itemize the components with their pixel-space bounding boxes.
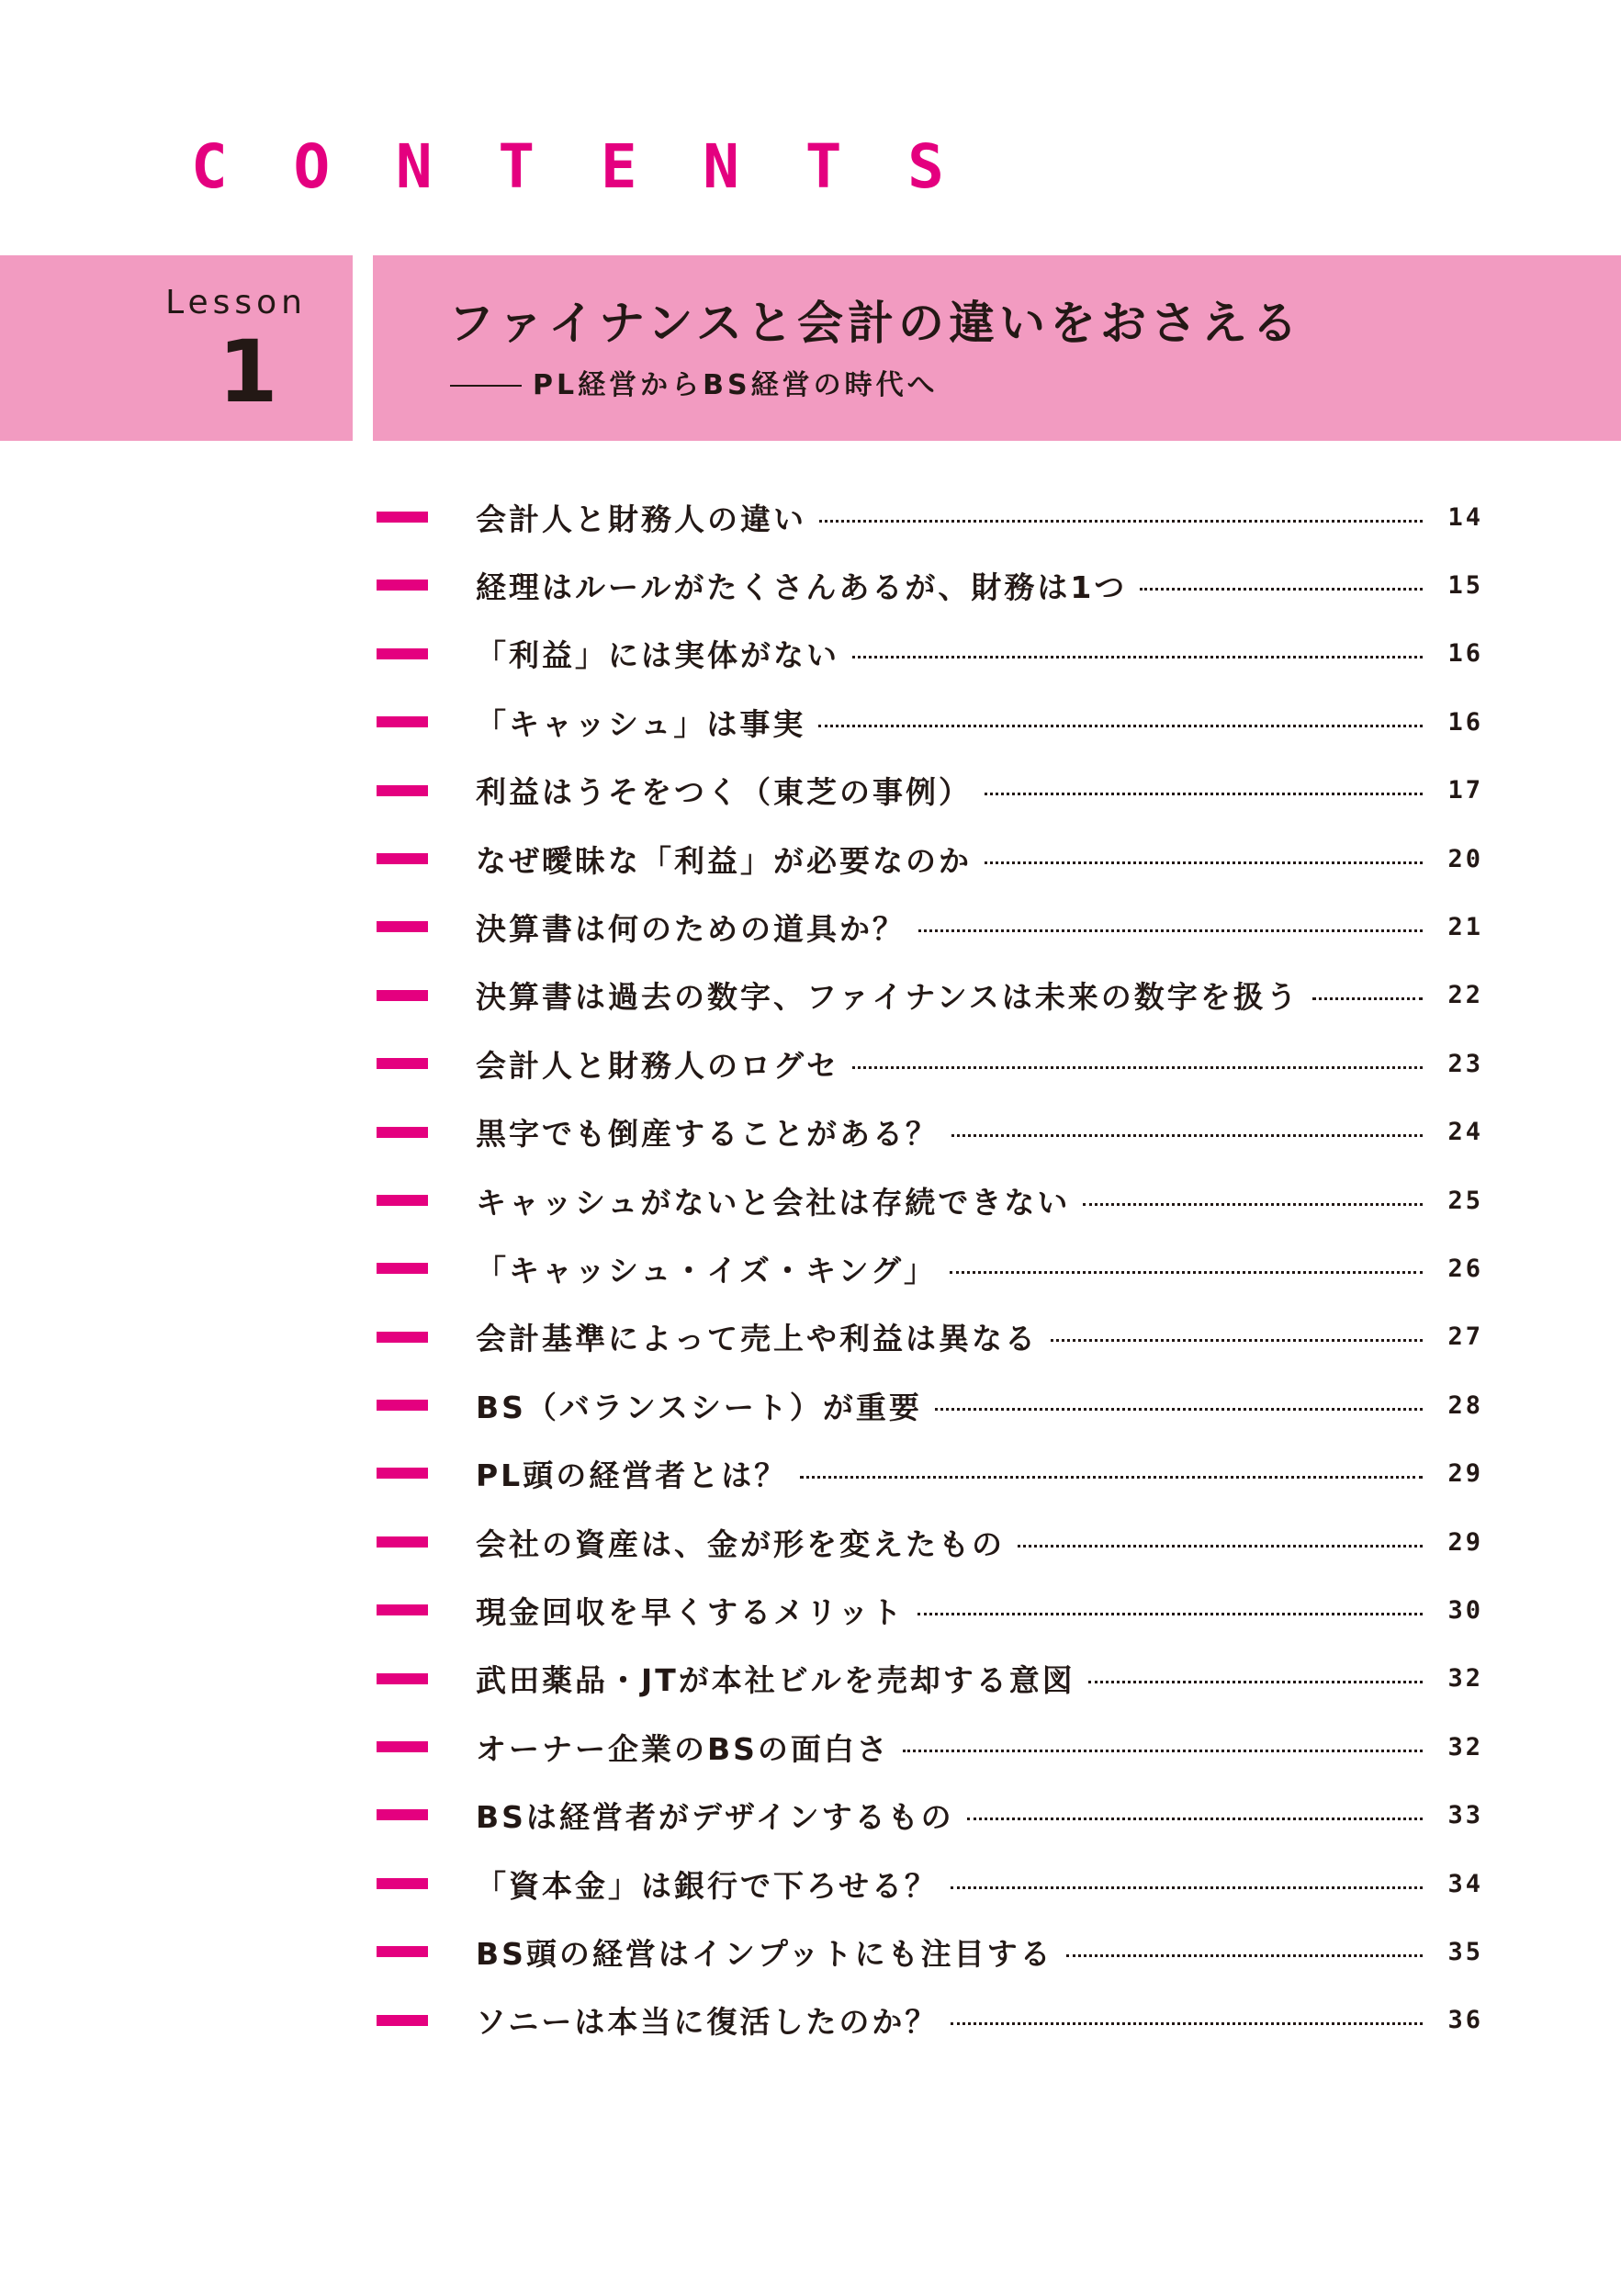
toc-dot-leader	[967, 1818, 1423, 1820]
toc-bullet-bar	[377, 716, 428, 727]
toc-entry-title: BSは経営者がデザインするもの	[476, 1799, 954, 1836]
toc-page-number: 16	[1447, 707, 1483, 737]
toc-entry-title: BS（バランスシート）が重要	[476, 1389, 922, 1425]
toc-entry[interactable]	[377, 1781, 1483, 1849]
toc-entry-title: PL頭の経営者とは？	[476, 1458, 788, 1494]
toc-entry[interactable]	[377, 1166, 1483, 1234]
toc-entry[interactable]	[377, 757, 1483, 825]
toc-page-number: 25	[1447, 1186, 1483, 1215]
toc-dot-leader	[852, 656, 1423, 658]
toc-entry-line	[476, 1918, 1483, 1986]
toc-bullet-bar	[377, 921, 428, 932]
toc-bullet-bar	[377, 1468, 428, 1479]
toc-bullet-bar	[377, 1741, 428, 1752]
toc-page-number: 24	[1447, 1118, 1483, 1147]
toc-entry-title: 決算書は何のための道具か？	[476, 911, 906, 948]
toc-entry[interactable]	[377, 1850, 1483, 1918]
toc-entry[interactable]	[377, 620, 1483, 688]
toc-page-number: 23	[1447, 1049, 1483, 1078]
toc-entry-title: 「利益」には実体がない	[476, 637, 839, 674]
toc-entry[interactable]	[377, 1030, 1483, 1097]
toc-page-number: 28	[1447, 1390, 1483, 1420]
toc-entry-title: 決算書は過去の数字、ファイナンスは未来の数字を扱う	[476, 979, 1300, 1016]
toc-entry[interactable]	[377, 688, 1483, 756]
lesson-label: Lesson	[165, 284, 307, 321]
toc-entry-line	[476, 1850, 1483, 1918]
toc-page-number: 15	[1447, 571, 1483, 601]
toc-entry[interactable]	[377, 1576, 1483, 1644]
toc-dot-leader	[917, 1613, 1423, 1615]
lesson-title: ファイナンスと会計の違いをおさえる	[448, 297, 1302, 350]
toc-entry[interactable]	[377, 551, 1483, 619]
toc-entry-line	[476, 1645, 1483, 1713]
toc-entry[interactable]	[377, 1303, 1483, 1371]
contents-heading-letter: O	[293, 131, 331, 202]
contents-heading-letter: S	[907, 131, 944, 202]
toc-bullet-bar	[377, 853, 428, 864]
toc-bullet-bar	[377, 1809, 428, 1820]
toc-bullet-bar	[377, 785, 428, 796]
lesson-subtitle-row	[450, 367, 939, 404]
toc-entry-line	[476, 757, 1483, 825]
lesson-number: 1	[218, 322, 278, 422]
toc-page-number: 16	[1447, 639, 1483, 669]
toc-entry-line	[476, 1303, 1483, 1371]
toc-bullet-bar	[377, 1058, 428, 1069]
toc-entry-title: 利益はうそをつく（東芝の事例）	[476, 774, 972, 811]
toc-dot-leader	[1088, 1681, 1423, 1683]
toc-dot-leader	[1066, 1954, 1423, 1957]
toc-entry-title: 武田薬品・JTが本社ビルを売却する意図	[476, 1662, 1075, 1699]
toc-entry-title: オーナー企業のBSの面白さ	[476, 1730, 890, 1767]
contents-heading-letter: C	[191, 131, 228, 202]
lesson-subtitle: PL経営からBS経営の時代へ	[533, 369, 939, 401]
toc-page-number: 33	[1447, 1801, 1483, 1830]
toc-page-number: 36	[1447, 2006, 1483, 2035]
toc-entry-title: 経理はルールがたくさんあるが、財務は1つ	[476, 569, 1128, 606]
toc-dot-leader	[819, 520, 1423, 523]
toc-entry[interactable]	[377, 962, 1483, 1030]
toc-page-number: 29	[1447, 1459, 1483, 1489]
toc-dot-leader	[951, 1886, 1423, 1889]
toc-page-number: 30	[1447, 1595, 1483, 1625]
toc-bullet-bar	[377, 1127, 428, 1138]
toc-bullet-bar	[377, 1332, 428, 1343]
toc-entry[interactable]	[377, 483, 1483, 551]
toc-entry[interactable]	[377, 1508, 1483, 1576]
subtitle-dash	[450, 385, 522, 387]
toc-entry[interactable]	[377, 1645, 1483, 1713]
toc-entry-line	[476, 1371, 1483, 1439]
toc-dot-leader	[903, 1750, 1423, 1752]
toc-page-number: 34	[1447, 1869, 1483, 1898]
toc-bullet-bar	[377, 1400, 428, 1411]
toc-bullet-bar	[377, 1263, 428, 1274]
toc-entry-line	[476, 1234, 1483, 1302]
toc-dot-leader	[951, 2022, 1423, 2025]
toc-dot-leader	[951, 1134, 1423, 1137]
table-of-contents	[377, 483, 1483, 2054]
lesson-number-box	[0, 255, 353, 441]
toc-bullet-bar	[377, 648, 428, 659]
toc-dot-leader	[800, 1476, 1423, 1479]
toc-bullet-bar	[377, 1195, 428, 1206]
contents-heading-letter: T	[498, 131, 535, 202]
toc-entry[interactable]	[377, 1918, 1483, 1986]
toc-page-number: 20	[1447, 844, 1483, 873]
toc-page-number: 21	[1447, 913, 1483, 942]
toc-bullet-bar	[377, 2015, 428, 2026]
toc-page-number: 29	[1447, 1527, 1483, 1557]
toc-page-number: 17	[1447, 776, 1483, 805]
toc-entry-title: なぜ曖昧な「利益」が必要なのか	[476, 842, 972, 879]
toc-bullet-bar	[377, 1536, 428, 1548]
toc-entry-title: 会計人と財務人の違い	[476, 501, 806, 537]
contents-heading-letter: T	[805, 131, 842, 202]
toc-page-number: 26	[1447, 1254, 1483, 1283]
toc-entry-line	[476, 962, 1483, 1030]
toc-bullet-bar	[377, 580, 428, 591]
toc-entry-line	[476, 688, 1483, 756]
toc-dot-leader	[935, 1408, 1423, 1411]
toc-entry-title: 会社の資産は、金が形を変えたもの	[476, 1525, 1005, 1562]
toc-page-number: 32	[1447, 1732, 1483, 1761]
toc-entry-title: BS頭の経営はインプットにも注目する	[476, 1935, 1053, 1972]
lesson-heading-band	[373, 255, 1621, 441]
toc-page-number: 35	[1447, 1937, 1483, 1966]
toc-entry-line	[476, 1508, 1483, 1576]
toc-bullet-bar	[377, 1604, 428, 1615]
toc-dot-leader	[1083, 1203, 1423, 1206]
toc-entry[interactable]	[377, 1713, 1483, 1781]
contents-heading-letter: N	[703, 131, 740, 202]
toc-dot-leader	[1140, 588, 1423, 591]
toc-bullet-bar	[377, 1946, 428, 1957]
toc-entry-line	[476, 620, 1483, 688]
toc-dot-leader	[1018, 1545, 1423, 1548]
toc-entry-title: 「資本金」は銀行で下ろせる？	[476, 1867, 939, 1904]
toc-bullet-bar	[377, 1673, 428, 1684]
toc-page-number: 14	[1447, 502, 1483, 532]
toc-entry-line	[476, 1439, 1483, 1507]
toc-entry-title: 現金回収を早くするメリット	[476, 1593, 905, 1630]
toc-bullet-bar	[377, 512, 428, 523]
toc-page-number: 22	[1447, 981, 1483, 1010]
toc-entry[interactable]	[377, 1234, 1483, 1302]
toc-entry-title: 「キャッシュ・イズ・キング」	[476, 1252, 938, 1289]
toc-dot-leader	[1312, 997, 1423, 1000]
toc-page-number: 32	[1447, 1664, 1483, 1694]
toc-dot-leader	[1051, 1339, 1423, 1342]
toc-page-number: 27	[1447, 1322, 1483, 1352]
toc-entry-line	[476, 1576, 1483, 1644]
toc-entry-title: ソニーは本当に復活したのか？	[476, 2004, 939, 2041]
toc-entry-title: 会計人と財務人のログセ	[476, 1047, 839, 1084]
toc-entry[interactable]	[377, 893, 1483, 961]
toc-dot-leader	[985, 793, 1423, 795]
toc-entry-line	[476, 1030, 1483, 1097]
contents-heading-letter: E	[600, 131, 637, 202]
toc-dot-leader	[852, 1066, 1423, 1069]
contents-heading	[191, 130, 944, 204]
toc-entry-line	[476, 1781, 1483, 1849]
toc-entry-line	[476, 483, 1483, 551]
toc-entry-title: キャッシュがないと会社は存続できない	[476, 1184, 1071, 1221]
toc-entry[interactable]	[377, 825, 1483, 893]
toc-entry[interactable]	[377, 1371, 1483, 1439]
toc-entry-line	[476, 1713, 1483, 1781]
toc-entry-line	[476, 1986, 1483, 2054]
toc-entry-line	[476, 551, 1483, 619]
toc-entry-line	[476, 1166, 1483, 1234]
toc-entry-line	[476, 893, 1483, 961]
toc-dot-leader	[985, 861, 1423, 864]
toc-dot-leader	[918, 929, 1423, 932]
toc-entry-title: 「キャッシュ」は事実	[476, 705, 806, 742]
contents-heading-letter: N	[395, 131, 433, 202]
toc-entry[interactable]	[377, 1098, 1483, 1166]
toc-dot-leader	[950, 1271, 1423, 1274]
toc-bullet-bar	[377, 1878, 428, 1889]
toc-bullet-bar	[377, 990, 428, 1001]
toc-entry-line	[476, 825, 1483, 893]
toc-entry-line	[476, 1098, 1483, 1166]
toc-dot-leader	[818, 725, 1423, 727]
toc-entry[interactable]	[377, 1439, 1483, 1507]
toc-entry-title: 黒字でも倒産することがある？	[476, 1116, 939, 1153]
toc-entry-title: 会計基準によって売上や利益は異なる	[476, 1321, 1038, 1357]
toc-entry[interactable]	[377, 1986, 1483, 2054]
